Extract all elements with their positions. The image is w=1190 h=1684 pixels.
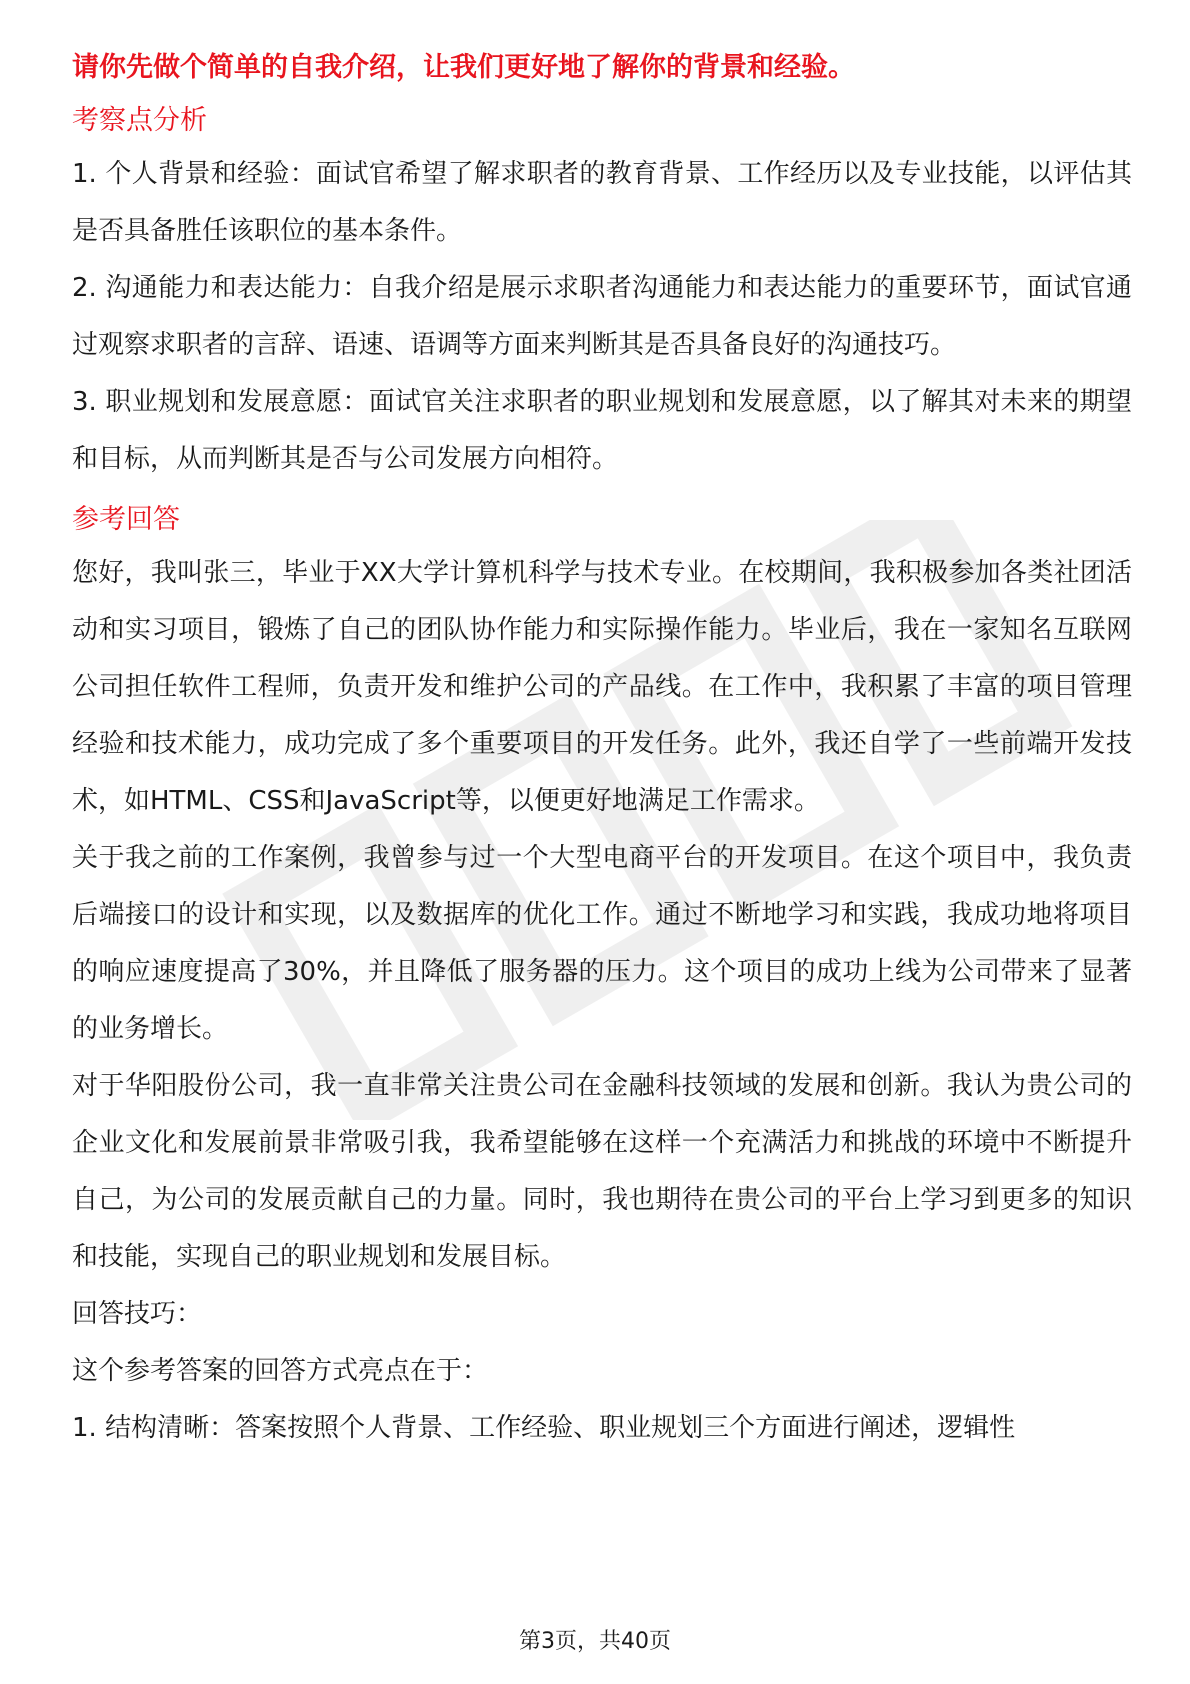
reference-paragraph: 对于华阳股份公司，我一直非常关注贵公司在金融科技领域的发展和创新。我认为贵公司的企业文化和发展前景非常吸引我，我希望能够在这样一个充满活力和挑战的环境中不断提升自己，为公司的发展贡献自己的力量。同时，我也期待在贵公司的平台上学习到更多的知识和技能，实现自己的职业规划和发展目标。	[72, 1071, 1132, 1273]
reference-paragraph: 关于我之前的工作案例，我曾参与过一个大型电商平台的开发项目。在这个项目中，我负责后端接口的设计和实现，以及数据库的优化工作。通过不断地学习和实践，我成功地将项目的响应速度提高了30%，并且降低了服务器的压力。这个项目的成功上线为公司带来了显著的业务增长。	[72, 843, 1132, 1045]
tips-title: 回答技巧：	[72, 1299, 203, 1330]
reference-paragraph: 您好，我叫张三，毕业于XX大学计算机科学与技术专业。在校期间，我积极参加各类社团活动和实习项目，锻炼了自己的团队协作能力和实际操作能力。毕业后，我在一家知名互联网公司担任软件工程师，负责开发和维护公司的产品线。在工作中，我积累了丰富的项目管理经验和技术能力，成功完成了多个重要项目的开发任务。此外，我还自学了一些前端开发技术，如HTML、CSS和JavaScript等，以便更好地满足工作需求。	[72, 558, 1132, 817]
reference-title: 参考回答	[72, 504, 180, 536]
interview-question: 请你先做个简单的自我介绍，让我们更好地了解你的背景和经验。	[72, 52, 855, 83]
analysis-item: 1. 个人背景和经验：面试官希望了解求职者的教育背景、工作经历以及专业技能，以评估其是否具备胜任该职位的基本条件。	[72, 159, 1132, 247]
analysis-item: 2. 沟通能力和表达能力：自我介绍是展示求职者沟通能力和表达能力的重要环节，面试官通过观察求职者的言辞、语速、语调等方面来判断其是否具备良好的沟通技巧。	[72, 273, 1132, 361]
tips-intro: 这个参考答案的回答方式亮点在于：	[72, 1356, 489, 1387]
analysis-title: 考察点分析	[72, 105, 207, 137]
page-number: 第3页，共40页	[519, 1629, 671, 1654]
tips-item: 1. 结构清晰：答案按照个人背景、工作经验、职业规划三个方面进行阐述，逻辑性	[72, 1413, 1016, 1444]
document-page	[72, 48, 1132, 1457]
analysis-item: 3. 职业规划和发展意愿：面试官关注求职者的职业规划和发展意愿，以了解其对未来的期望和目标，从而判断其是否与公司发展方向相符。	[72, 387, 1132, 475]
